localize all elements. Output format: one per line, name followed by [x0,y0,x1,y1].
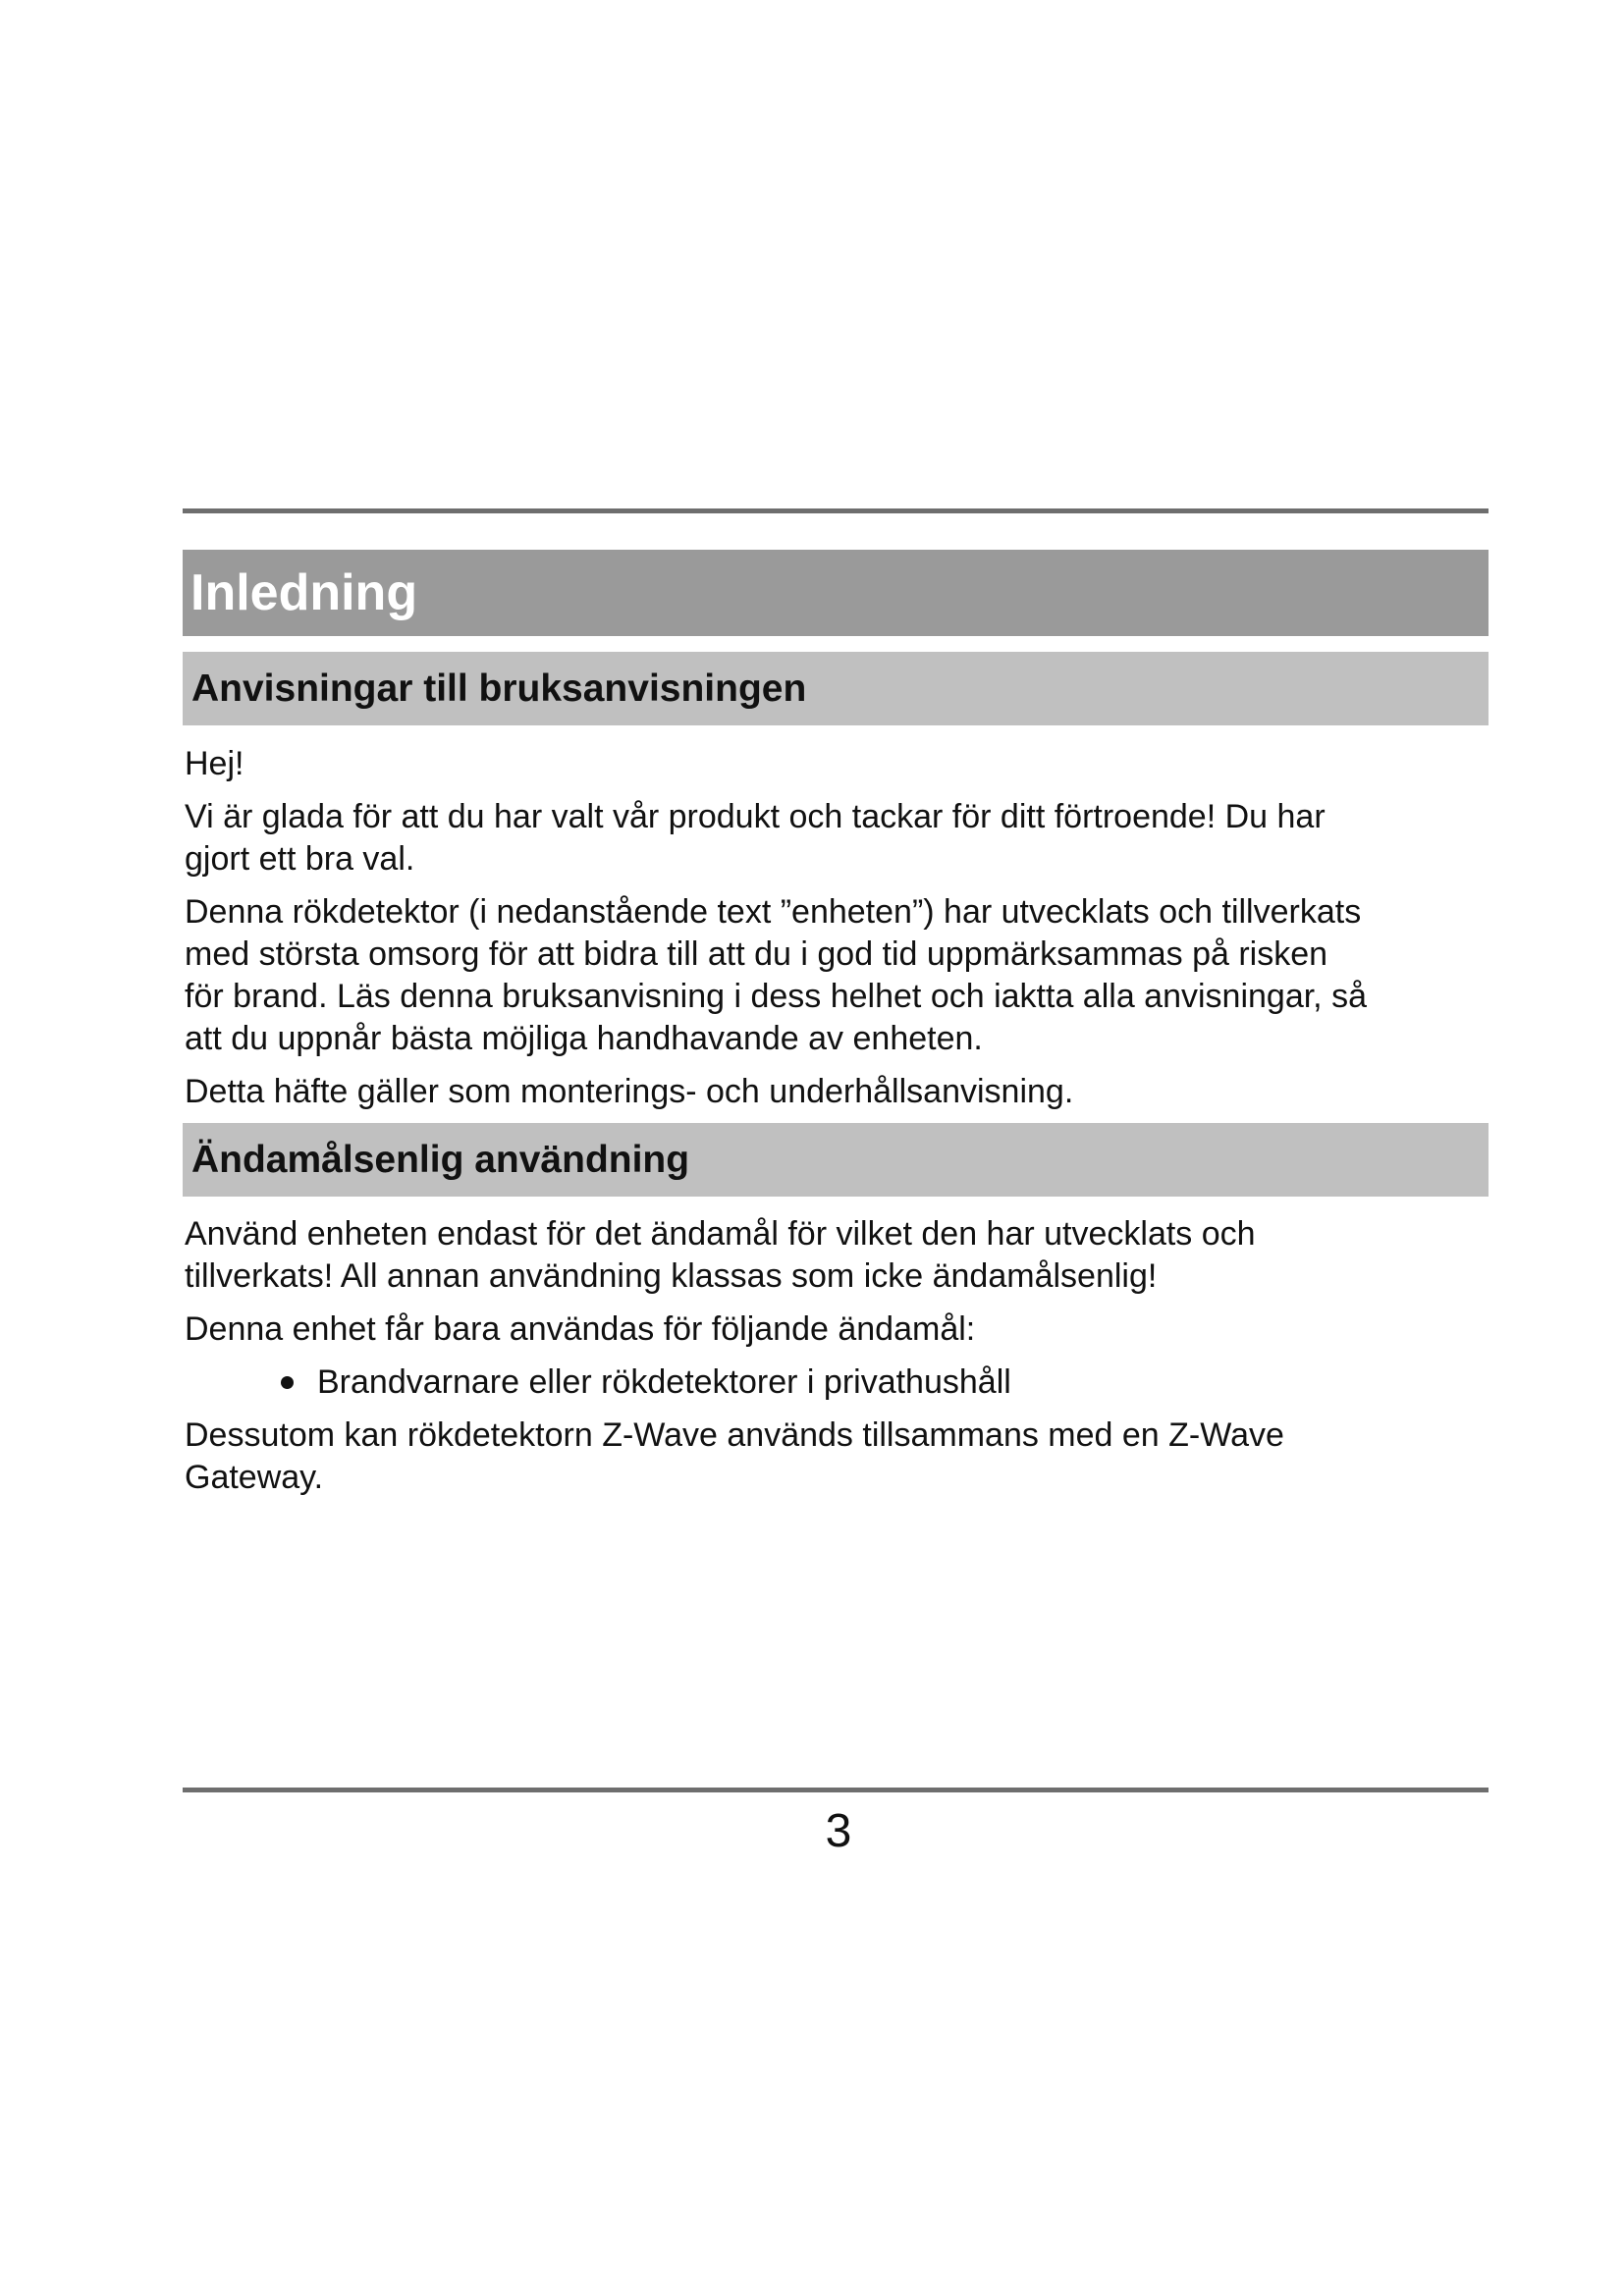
paragraph-description-line-3: för brand. Läs denna bruksanvisning i dess helhet och iaktta alla anvisningar, så [185,978,1367,1015]
paragraph-booklet-note: Detta häfte gäller som monterings- och underhållsanvisning. [185,1073,1074,1110]
paragraph-description-line-4: att du uppnår bästa möjliga handhavande av enheten. [185,1020,983,1057]
paragraph-purpose-intro: Denna enhet får bara användas för följande ändamål: [185,1310,976,1348]
paragraph-greeting: Hej! [185,745,244,782]
chapter-title: Inledning [190,564,418,621]
paragraph-gateway-line-2: Gateway. [185,1459,324,1496]
section-header-instructions [183,652,1489,725]
paragraph-thanks-line-2: gjort ett bra val. [185,840,415,878]
section-header-intended-use [183,1123,1489,1197]
paragraph-description-line-2: med största omsorg för att bidra till att du i god tid uppmärksammas på risken [185,935,1328,973]
list-item-text: Brandvarnare eller rökdetektorer i privathushåll [317,1363,1011,1401]
bottom-rule [183,1788,1489,1792]
list-item [185,1362,1490,1404]
section-title-intended-use: Ändamålsenlig användning [191,1139,690,1181]
chapter-header [183,550,1489,636]
paragraph-thanks-line-1: Vi är glada för att du har valt vår produkt och tackar för ditt förtroende! Du har [185,798,1326,835]
paragraph-description-line-1: Denna rökdetektor (i nedanstående text ”enheten”) har utvecklats och tillverkats [185,893,1362,931]
page-number: 3 [825,1805,852,1857]
paragraph-usage-line-2: tillverkats! All annan användning klassas som icke ändamålsenlig! [185,1257,1158,1295]
top-rule [183,508,1489,513]
paragraph-usage-line-1: Använd enheten endast för det ändamål för vilket den har utvecklats och [185,1215,1256,1253]
bullet-icon [281,1376,294,1389]
paragraph-gateway-line-1: Dessutom kan rökdetektorn Z-Wave används tillsammans med en Z-Wave [185,1416,1284,1454]
section-title-instructions: Anvisningar till bruksanvisningen [191,667,807,710]
section-body-instructions [185,743,1490,1113]
section-body-intended-use [185,1213,1490,1499]
